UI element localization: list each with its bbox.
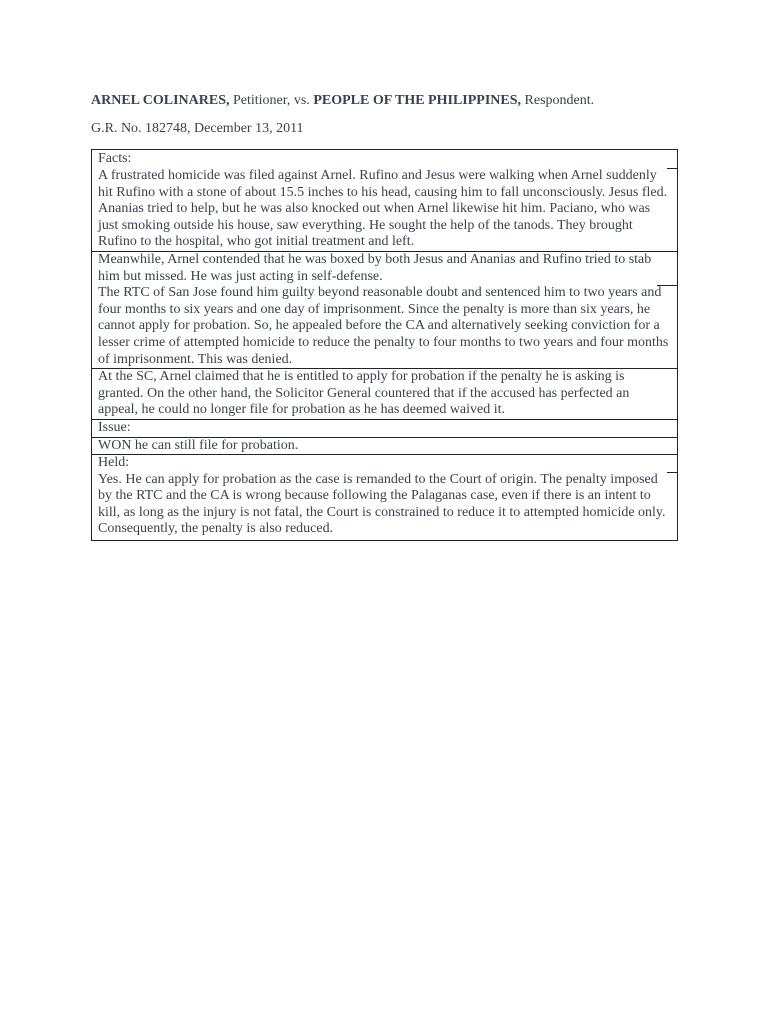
issue-label: Issue: bbox=[98, 419, 131, 435]
held-text: Yes. He can apply for probation as the case is remanded to the Court of origin. The penalty imposed by the RTC and the CA is wrong because following the Palaganas case, even if there is an intent to kill, as long as the injury is not fatal, the Court is constrained to reduce it to attempted homicide only. Consequently, the penalty is also reduced. bbox=[98, 471, 666, 537]
facts-label-row bbox=[92, 150, 677, 168]
facts-paragraph-3 bbox=[92, 285, 677, 369]
petitioner-role: Petitioner, vs. bbox=[229, 93, 314, 108]
issue-text: WON he can still file for probation. bbox=[98, 437, 299, 453]
case-reference: G.R. No. 182748, December 13, 2011 bbox=[91, 121, 304, 136]
facts-text-1: A frustrated homicide was filed against Arnel. Rufino and Jesus were walking when Arnel suddenly hit Rufino with a stone of about 15.5 inches to his head, causing him to fall unconsciously. Jesus fled. Ananias tried to help, but he was also knocked out when Arnel likewise hit him. Paciano, who was just smoking outside his house, saw everything. He sought the help of the tanods. They brought Rufino to the hospital, who got initial treatment and left. bbox=[98, 168, 668, 250]
held-row bbox=[92, 472, 677, 540]
facts-label: Facts: bbox=[98, 151, 132, 166]
facts-text-4: At the SC, Arnel claimed that he is entitled to apply for probation if the penalty he is asking is granted. On the other hand, the Solicitor General countered that if the accused has perfected an appeal, he could no longer file for probation as he has deemed waived it. bbox=[98, 369, 630, 418]
facts-paragraph-2 bbox=[92, 252, 677, 285]
facts-paragraph-1 bbox=[92, 168, 677, 252]
table-rule-mark bbox=[667, 472, 677, 475]
issue-label-row bbox=[92, 420, 677, 437]
case-digest-table bbox=[91, 149, 678, 541]
respondent-role: Respondent. bbox=[521, 93, 595, 108]
facts-text-3: The RTC of San Jose found him guilty beyond reasonable doubt and sentenced him to two years and four months to six years and one day of imprisonment. Since the penalty is more than six years, he cannot apply for probation. So, he appealed before the CA and alternatively seeking conviction for a lesser crime of attempted homicide to reduce the penalty to four months to two years and four months of imprisonment. This was denied. bbox=[98, 285, 669, 367]
facts-paragraph-4 bbox=[92, 369, 677, 420]
respondent-name: PEOPLE OF THE PHILIPPINES, bbox=[313, 93, 522, 108]
facts-text-2: Meanwhile, Arnel contended that he was boxed by both Jesus and Ananias and Rufino tried to stab him but missed. He was just acting in self-defense. bbox=[98, 251, 652, 284]
held-label-row bbox=[92, 455, 677, 472]
case-title bbox=[91, 92, 594, 110]
issue-row bbox=[92, 437, 677, 456]
table-rule-mark bbox=[667, 168, 677, 171]
table-rule-mark bbox=[657, 285, 677, 288]
held-label: Held: bbox=[98, 455, 130, 471]
petitioner-name: ARNEL COLINARES, bbox=[91, 93, 230, 108]
